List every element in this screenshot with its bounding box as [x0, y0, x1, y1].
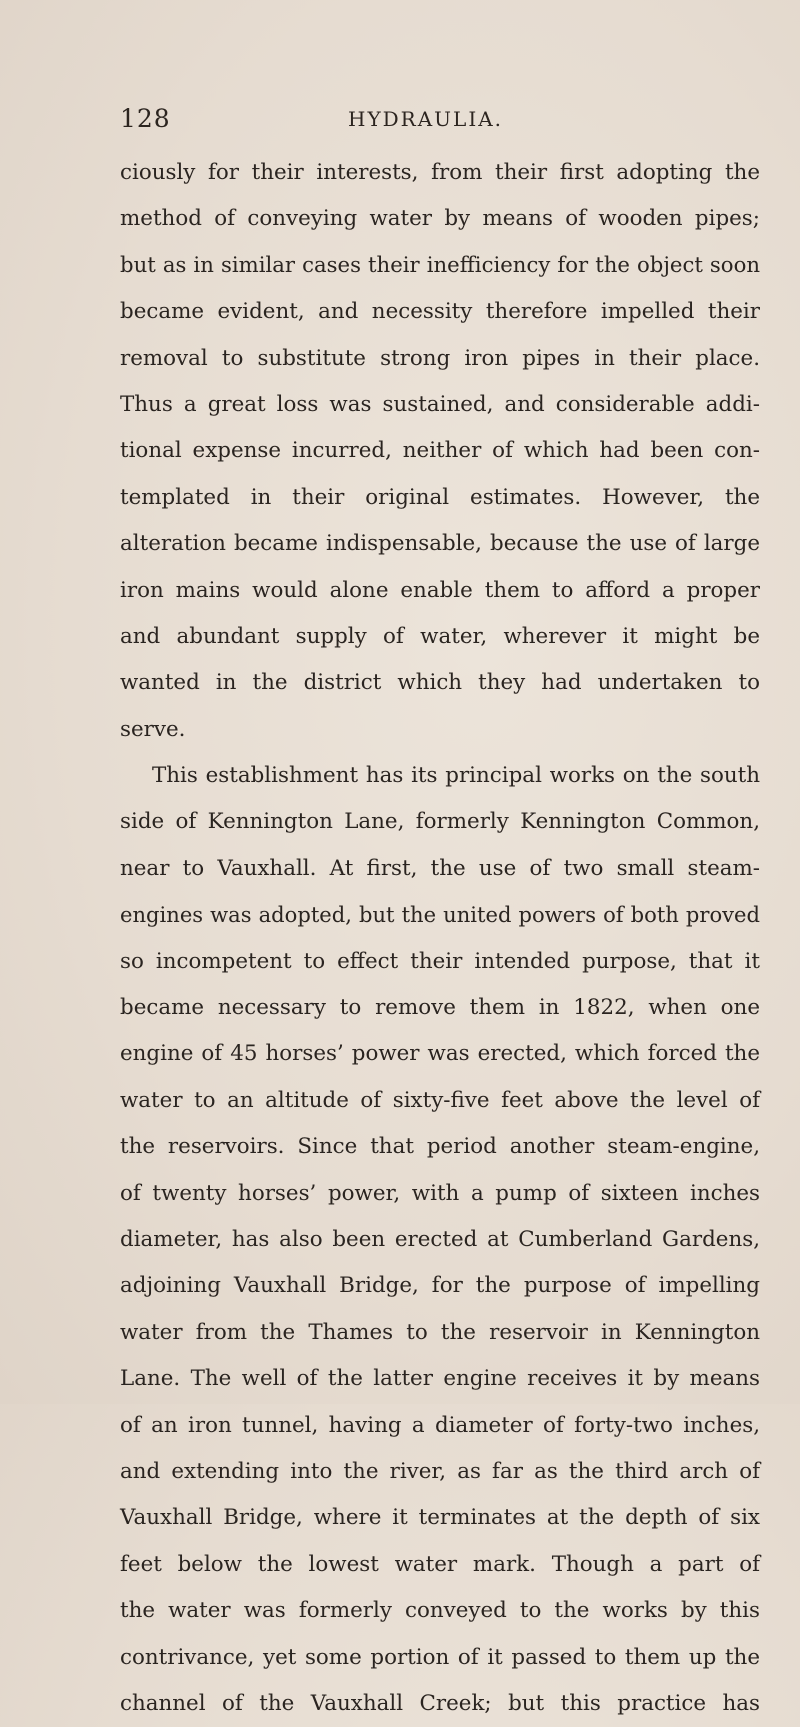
text-line: of an iron tunnel, having a diameter of forty-two inches, [120, 1412, 760, 1438]
text-line: near to Vauxhall. At first, the use of two small steam- [120, 855, 760, 881]
text-line: the water was formerly conveyed to the works by this [120, 1598, 760, 1624]
page-header [120, 104, 760, 138]
text-line: and abundant supply of water, wherever it might be [120, 623, 760, 649]
text-line: and extending into the river, as far as the third arch of [120, 1458, 760, 1484]
text-line: serve. [120, 716, 186, 742]
text-line: engine of 45 horses’ power was erected, which forced the [120, 1041, 760, 1067]
running-title: HYDRAULIA. [348, 107, 504, 131]
text-line: but as in similar cases their inefficiency for the object soon [120, 252, 760, 278]
text-line: side of Kennington Lane, formerly Kennington Common, [120, 809, 760, 835]
text-line: alteration became indispensable, because the use of large [120, 531, 760, 557]
body-text [120, 150, 760, 1727]
text-line: wanted in the district which they had undertaken to [120, 670, 760, 696]
text-line: ciously for their interests, from their first adopting the [120, 160, 760, 185]
text-line: water to an altitude of sixty-five feet above the level of [120, 1087, 760, 1113]
text-line: of twenty horses’ power, with a pump of sixteen inches [120, 1180, 760, 1206]
text-line: This establishment has its principal works on the south [152, 763, 760, 789]
paragraph-2 [120, 753, 760, 1727]
text-line: adjoining Vauxhall Bridge, for the purpose of impelling [120, 1273, 760, 1299]
text-line: Thus a great loss was sustained, and considerable addi- [120, 391, 760, 417]
text-line: became necessary to remove them in 1822, when one [120, 995, 760, 1021]
text-line: channel of the Vauxhall Creek; but this practice has [120, 1690, 760, 1716]
page-number: 128 [120, 104, 171, 133]
text-line: diameter, has also been erected at Cumberland Gardens, [120, 1226, 760, 1252]
text-line: Vauxhall Bridge, where it terminates at the depth of six [120, 1505, 760, 1531]
text-line: so incompetent to effect their intended purpose, that it [120, 948, 760, 974]
text-line: removal to substitute strong iron pipes in their place. [120, 345, 760, 371]
text-line: Lane. The well of the latter engine receives it by means [120, 1366, 760, 1392]
paragraph-1 [120, 150, 760, 753]
text-line: water from the Thames to the reservoir in Kennington [120, 1319, 760, 1345]
text-line: iron mains would alone enable them to afford a proper [120, 577, 760, 603]
text-line: contrivance, yet some portion of it passed to them up the [120, 1644, 760, 1670]
text-line: became evident, and necessity therefore impelled their [120, 299, 760, 325]
text-line: the reservoirs. Since that period another steam-engine, [120, 1134, 760, 1160]
text-line: tional expense incurred, neither of which had been con- [120, 438, 760, 464]
text-line: engines was adopted, but the united powers of both proved [120, 902, 760, 928]
text-line: feet below the lowest water mark. Though a part of [120, 1551, 760, 1577]
text-line: method of conveying water by means of wooden pipes; [120, 206, 760, 232]
text-line: templated in their original estimates. However, the [120, 484, 760, 510]
